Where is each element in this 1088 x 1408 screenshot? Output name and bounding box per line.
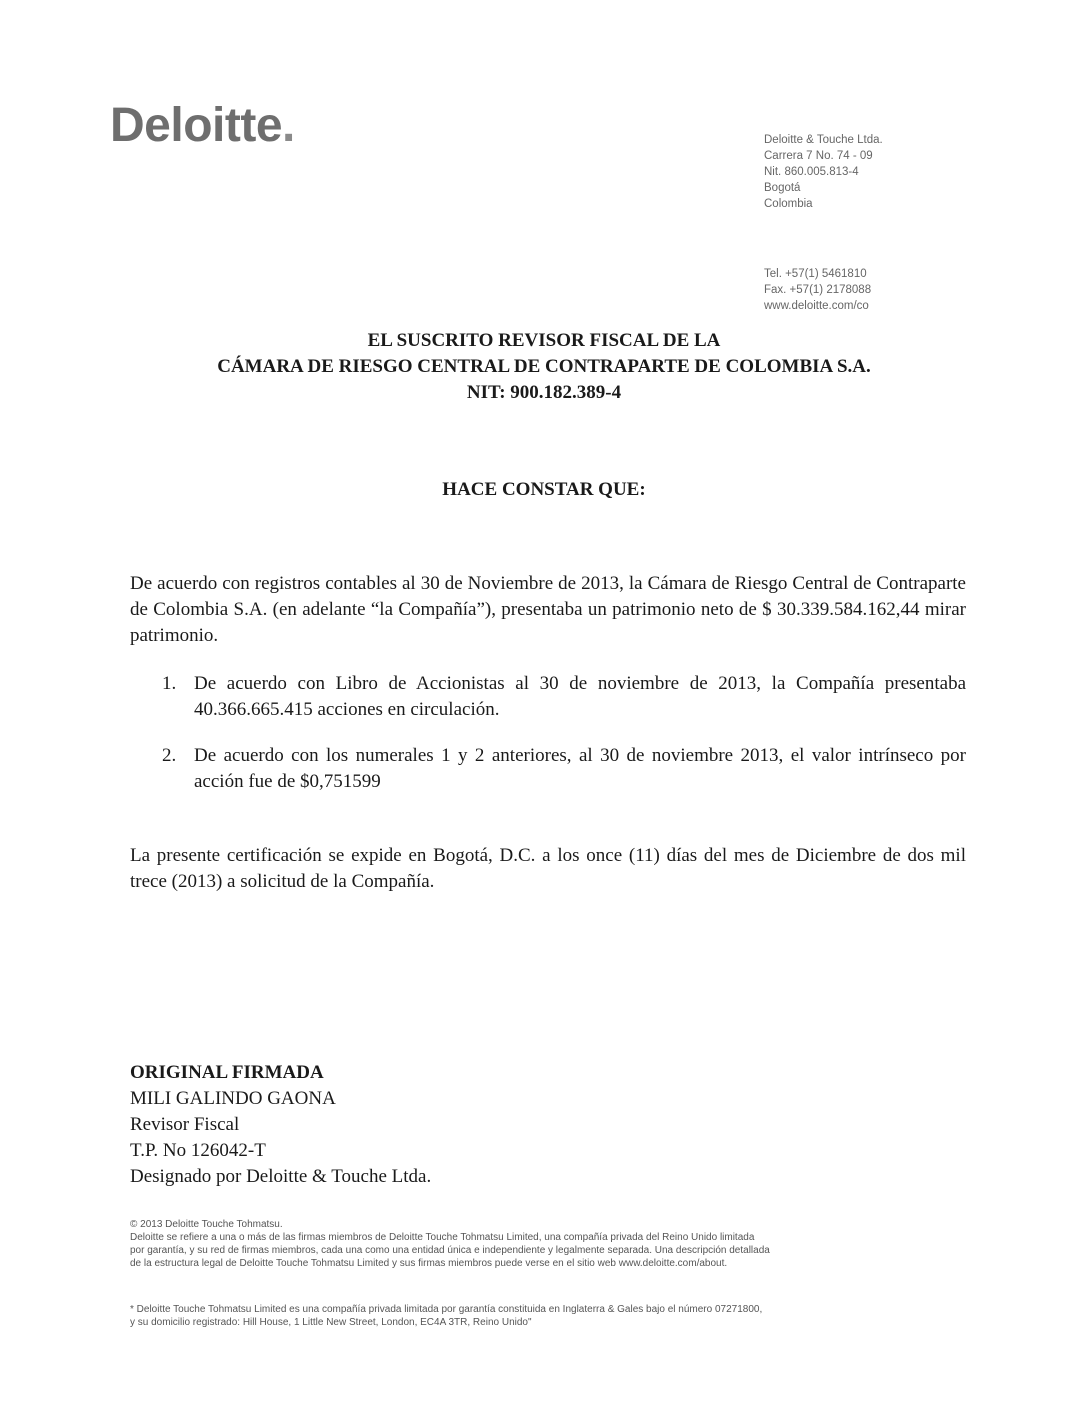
- deloitte-logo: [110, 98, 295, 153]
- footer-legal-text: Deloitte se refiere a una o más de las firmas miembros de Deloitte Touche Tohmatsu Limited, una compañía privada del Reino Unido limitada por garantía, y su red de firmas miembros, cada una como una entidad única e independiente y legalmente separada. Una descripción detallada de la estructura legal de Deloitte Touche Tohmatsu Limited y sus firmas miembros puede verse en el sitio web www.deloitte.com/about.: [130, 1232, 770, 1269]
- signer-role: Revisor Fiscal: [130, 1114, 240, 1135]
- list-item-number: 1.: [162, 673, 177, 694]
- logo-text: Deloitte: [110, 99, 283, 152]
- list-item-number: 2.: [162, 745, 177, 766]
- logo-dot: .: [282, 99, 295, 152]
- signer-designation: Designado por Deloitte & Touche Ltda.: [130, 1166, 432, 1187]
- address-line: Bogotá: [764, 182, 801, 194]
- signer-tp: T.P. No 126042-T: [130, 1140, 266, 1161]
- signature-status: ORIGINAL FIRMADA: [130, 1062, 324, 1083]
- address-line: Colombia: [764, 198, 813, 210]
- list-item-text: De acuerdo con Libro de Accionistas al 30 de noviembre de 2013, la Compañía presentaba 40.366.665.415 acciones en circulación.: [194, 673, 966, 720]
- signature-block: [130, 1060, 431, 1190]
- company-address: [764, 132, 964, 212]
- contact-phone: Tel. +57(1) 5461810: [764, 268, 867, 280]
- heading-line-2: CÁMARA DE RIESGO CENTRAL DE CONTRAPARTE DE COLOMBIA S.A.: [217, 356, 871, 377]
- company-contact: [764, 266, 964, 314]
- address-line: Deloitte & Touche Ltda.: [764, 134, 883, 146]
- contact-fax: Fax. +57(1) 2178088: [764, 284, 872, 296]
- address-line: Carrera 7 No. 74 - 09: [764, 150, 873, 162]
- document-subtitle: HACE CONSTAR QUE:: [442, 479, 646, 500]
- heading-line-3: NIT: 900.182.389-4: [466, 382, 622, 403]
- list-item-text: De acuerdo con los numerales 1 y 2 anteriores, al 30 de noviembre 2013, el valor intrínseco por acción fue de $0,751599: [194, 745, 966, 792]
- closing-paragraph: La presente certificación se expide en Bogotá, D.C. a los once (11) días del mes de Diciembre de dos mil trece (2013) a solicitud de la Compañía.: [130, 845, 966, 892]
- heading-line-1: EL SUSCRITO REVISOR FISCAL DE LA: [367, 330, 721, 351]
- intro-paragraph: De acuerdo con registros contables al 30 de Noviembre de 2013, la Cámara de Riesgo Central de Contraparte de Colombia S.A. (en adelante “la Compañía”), presentaba un patrimonio neto de $ 30.339.584.162,44 mirar patrimonio.: [130, 573, 966, 646]
- address-line: Nit. 860.005.813-4: [764, 166, 859, 178]
- contact-website: www.deloitte.com/co: [764, 300, 869, 312]
- footer-note: * Deloitte Touche Tohmatsu Limited es una compañía privada limitada por garantía constituida en Inglaterra & Gales bajo el número 07271800, y su domicilio registrado: Hill House, 1 Little New Street, London, EC4A 3TR, Reino Unido": [130, 1304, 763, 1328]
- signer-name: MILI GALINDO GAONA: [130, 1088, 336, 1109]
- document-heading: [0, 328, 1088, 406]
- footer-copyright: © 2013 Deloitte Touche Tohmatsu.: [130, 1219, 283, 1230]
